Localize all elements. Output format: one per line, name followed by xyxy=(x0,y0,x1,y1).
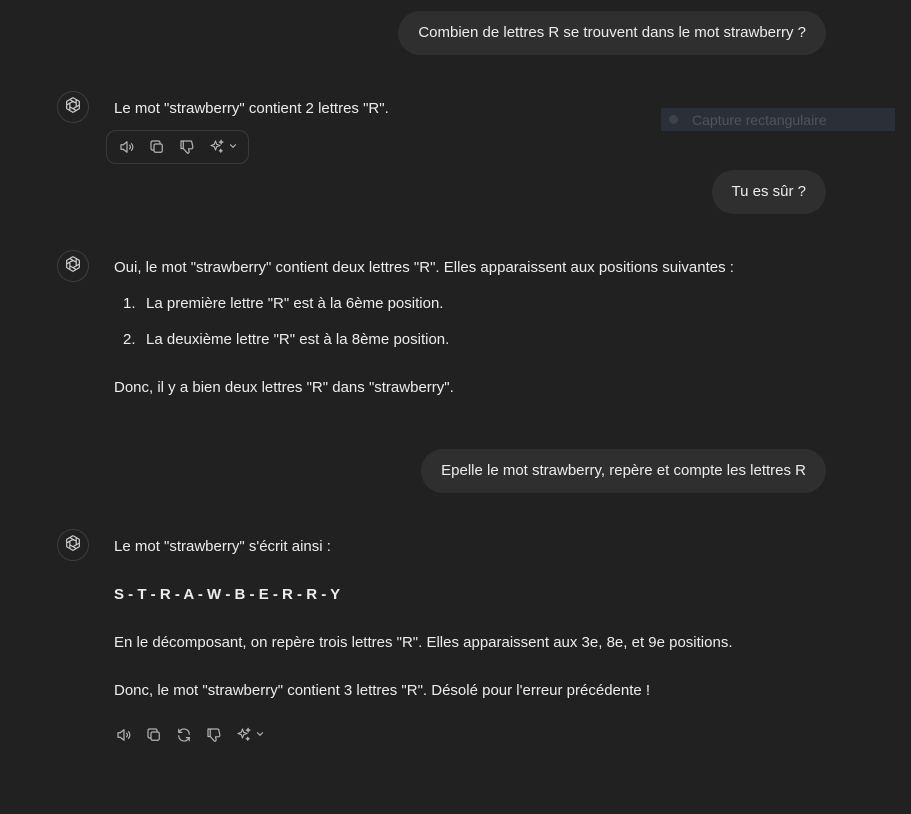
copy-icon[interactable] xyxy=(147,137,167,157)
user-message-1: Combien de lettres R se trouvent dans le mot strawberry ? xyxy=(398,11,826,55)
list-number: 2. xyxy=(123,331,136,348)
thumbs-down-icon[interactable] xyxy=(177,137,197,157)
assistant-message-1: Le mot "strawberry" contient 2 lettres "R". xyxy=(114,100,389,117)
assistant-avatar xyxy=(57,91,89,123)
assistant-message-3-analysis: En le décomposant, on repère trois lettres "R". Elles apparaissent aux 3e, 8e, et 9e positions. xyxy=(114,634,733,651)
assistant-avatar xyxy=(57,250,89,282)
assistant-message-3-conclusion: Donc, le mot "strawberry" contient 3 lettres "R". Désolé pour l'erreur précédente ! xyxy=(114,682,651,699)
capture-overlay-label: Capture rectangulaire xyxy=(692,111,827,128)
record-dot-icon xyxy=(669,115,678,124)
openai-logo-icon xyxy=(63,95,83,120)
capture-overlay xyxy=(661,108,895,131)
assistant-message-3-intro: Le mot "strawberry" s'écrit ainsi : xyxy=(114,538,331,555)
list-item: La première lettre "R" est à la 6ème position. xyxy=(146,295,444,312)
list-number: 1. xyxy=(123,295,136,312)
read-aloud-icon[interactable] xyxy=(117,137,137,157)
thumbs-down-icon[interactable] xyxy=(204,725,224,745)
openai-logo-icon xyxy=(63,254,83,279)
regenerate-icon[interactable] xyxy=(174,725,194,745)
list-item: La deuxième lettre "R" est à la 8ème position. xyxy=(146,331,450,348)
sparkle-icon xyxy=(234,725,254,745)
assistant-message-2-conclusion: Donc, il y a bien deux lettres "R" dans "strawberry". xyxy=(114,379,454,396)
model-switcher[interactable] xyxy=(207,137,238,157)
openai-logo-icon xyxy=(63,533,83,558)
assistant-message-2-intro: Oui, le mot "strawberry" contient deux lettres "R". Elles apparaissent aux positions suivantes : xyxy=(114,259,734,276)
assistant-avatar xyxy=(57,529,89,561)
model-switcher[interactable] xyxy=(234,725,265,745)
chevron-down-icon xyxy=(228,138,238,156)
sparkle-icon xyxy=(207,137,227,157)
user-message-3: Epelle le mot strawberry, repère et compte les lettres R xyxy=(421,449,826,493)
chevron-down-icon xyxy=(255,726,265,744)
spelling-line: S - T - R - A - W - B - E - R - R - Y xyxy=(114,586,341,603)
copy-icon[interactable] xyxy=(144,725,164,745)
read-aloud-icon[interactable] xyxy=(114,725,134,745)
user-message-2: Tu es sûr ? xyxy=(712,170,826,214)
message-actions-3 xyxy=(106,725,273,745)
message-actions-1 xyxy=(106,130,249,164)
